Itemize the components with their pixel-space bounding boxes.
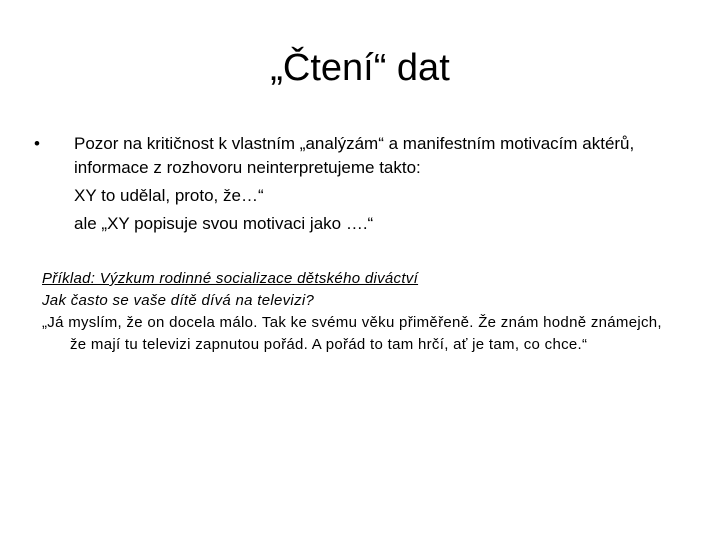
example-question: Jak často se vaše dítě dívá na televizi?	[42, 292, 315, 309]
bullet-line-1: XY to udělal, proto, že…“	[74, 186, 264, 205]
bullet-text: Pozor na kritičnost k vlastním „analýzám“ a manifestním motivacím aktérů, informace z rozhovoru neinterpretujeme takto:	[74, 134, 635, 177]
bullet-line-2: ale „XY popisuje svou motivaci jako ….“	[74, 214, 374, 233]
example-block	[42, 268, 682, 356]
bullet-block	[34, 132, 674, 236]
bullet-icon: •	[34, 134, 40, 153]
slide-title: „Čtení“ dat	[270, 47, 450, 89]
bullet-item	[34, 132, 674, 180]
example-heading: Příklad: Výzkum rodinné socializace dětského diváctví	[42, 270, 419, 287]
example-quote: „Já myslím, že on docela málo. Tak ke svému věku přiměřeně. Že znám hodně známejch, že mají tu televizi zapnutou pořád. A pořád to tam hrčí, ať je tam, co chce.“	[42, 314, 662, 353]
